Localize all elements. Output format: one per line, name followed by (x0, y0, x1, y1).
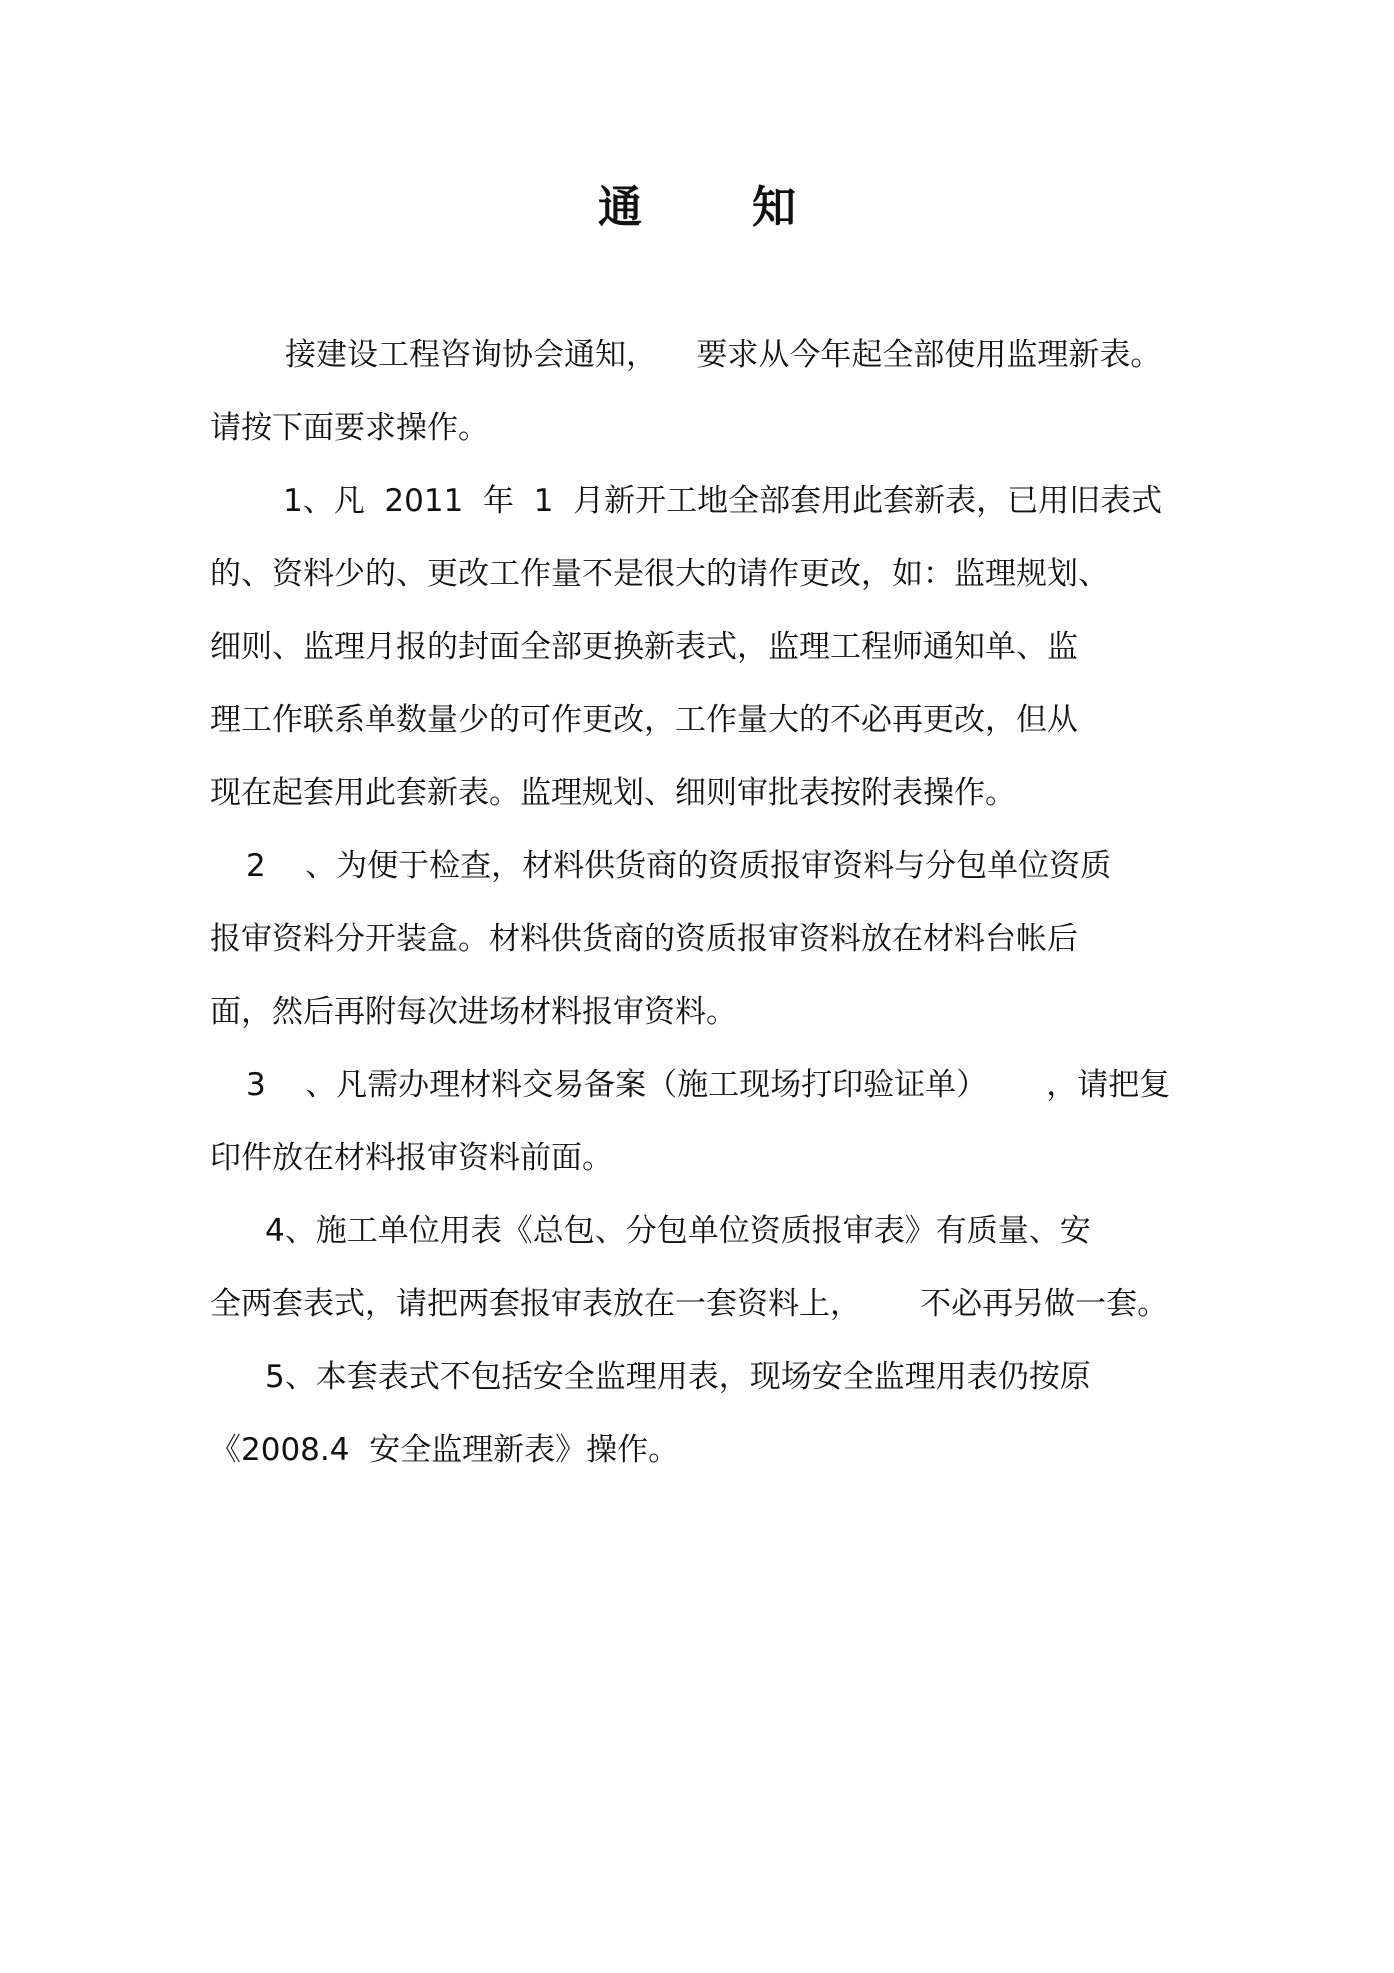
paragraph-line: 印件放在材料报审资料前面。 (210, 1140, 613, 1176)
paragraph-line: 的、资料少的、更改工作量不是很大的请作更改，如：监理规划、 (210, 556, 1109, 592)
paragraph-line: 现在起套用此套新表。监理规划、细则审批表按附表操作。 (210, 775, 1016, 811)
paragraph-line: 报审资料分开装盒。材料供货商的资质报审资料放在材料台帐后 (210, 921, 1078, 957)
paragraph-line: 接建设工程咨询协会通知， 要求从今年起全部使用监理新表。 (285, 337, 1162, 373)
title-char-2: 知 (752, 182, 796, 233)
paragraph-line: 4、施工单位用表《总包、分包单位资质报审表》有质量、安 (265, 1213, 1091, 1249)
paragraph-line: 请按下面要求操作。 (210, 410, 489, 446)
paragraph-line: 理工作联系单数量少的可作更改，工作量大的不必再更改，但从 (210, 702, 1078, 738)
paragraph-line: 5、本套表式不包括安全监理用表，现场安全监理用表仍按原 (265, 1359, 1091, 1395)
paragraph-line: 1、凡 2011 年 1 月新开工地全部套用此套新表，已用旧表式 (283, 483, 1163, 519)
paragraph-line: 全两套表式，请把两套报审表放在一套资料上， 不必再另做一套。 (210, 1286, 1169, 1322)
paragraph-line: 2 、为便于检查，材料供货商的资质报审资料与分包单位资质 (246, 848, 1112, 884)
page-title (0, 178, 1394, 238)
paragraph-line: 细则、监理月报的封面全部更换新表式，监理工程师通知单、监 (210, 629, 1078, 665)
paragraph-line: 3 、凡需办理材料交易备案（施工现场打印验证单） ，请把复 (246, 1067, 1171, 1103)
paragraph-line: 《2008.4 安全监理新表》操作。 (210, 1432, 680, 1468)
paragraph-line: 面，然后再附每次进场材料报审资料。 (210, 994, 737, 1030)
title-char-1: 通 (598, 182, 642, 233)
